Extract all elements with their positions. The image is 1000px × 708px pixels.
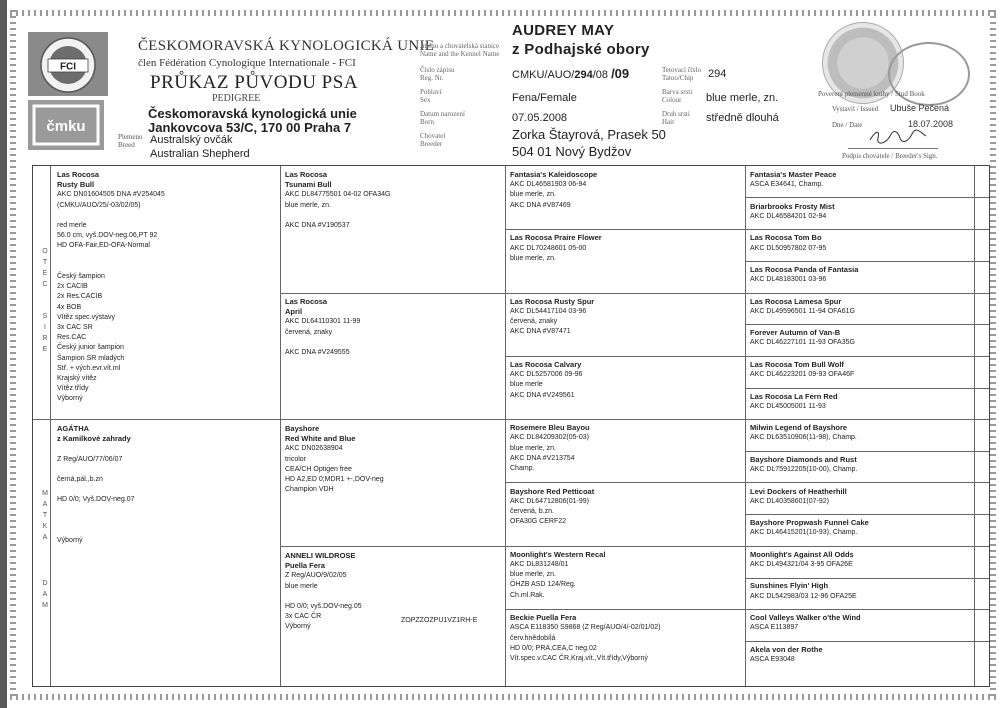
info-line: blue merle, zn.	[510, 571, 556, 579]
info-line: (CMKU/AUO/25/-03/02/05)	[57, 201, 141, 209]
info-line: 4x BOB	[57, 303, 82, 311]
info-line: ASCA E118350 S9868 (Z Reg/AUO/4/-02/01/02)	[510, 624, 661, 632]
info-line: AKC DL46581903 06-94	[510, 181, 587, 189]
info-line	[57, 506, 135, 516]
dog-name-line: Red White and Blue	[285, 434, 356, 444]
info-line: černá,pál.,b.zn	[57, 476, 103, 484]
gen4-cell	[750, 328, 855, 348]
born-label: Datum narození Born	[420, 110, 465, 126]
info-line: CEA/CH Optigen free	[285, 465, 352, 473]
info-line	[57, 465, 135, 475]
info-line: AKC DL45005001 11-93	[750, 402, 826, 410]
gen3-cell	[510, 297, 594, 338]
side-letter: M	[42, 490, 48, 497]
sire-sire-cell	[285, 170, 390, 231]
info-line: 2x CACIB	[57, 283, 88, 291]
info-line: blue merle, zn.	[510, 444, 556, 452]
dog-name-line: Las Rocosa Calvary	[510, 359, 582, 369]
dog-name-line: Bayshore Diamonds and Rust	[750, 454, 857, 464]
info-line: AKC DL46227101 11-93 OFA35G	[750, 339, 855, 347]
info-line: Res.CAC	[57, 334, 87, 342]
dog-name-line: Moonlight's Against All Odds	[750, 549, 854, 559]
gen4-cell	[750, 455, 857, 475]
dog-name-line: Rusty Bull	[57, 180, 95, 190]
side-letter: O	[42, 248, 48, 255]
info-line: AKC DL40358601(07-92)	[750, 497, 829, 505]
dog-name-line: Las Rocosa	[285, 170, 328, 179]
dam-dam-cell	[285, 551, 362, 633]
info-line: AKC DL84209302(05-03)	[510, 434, 589, 442]
born-value: 07.05.2008	[512, 112, 568, 124]
reg-label: Číslo zápisu Reg. Nr.	[420, 66, 455, 82]
doc-title: PRŮKAZ PŮVODU PSA	[150, 72, 359, 93]
gen4-cell	[750, 518, 869, 538]
info-line: blue merle, zn.	[510, 191, 556, 199]
side-label-matka	[41, 488, 49, 543]
side-letter: K	[42, 523, 48, 530]
info-line: ZZO	[415, 617, 430, 624]
info-line	[57, 516, 135, 526]
dog-name-line: Tsunami Bull	[285, 180, 332, 190]
side-letter: E	[42, 270, 48, 277]
info-line: AKC DL64110301 11-99	[285, 318, 361, 326]
sire-cell	[57, 170, 165, 405]
gen3-cell	[510, 170, 597, 211]
info-line: Z Reg/AUO/77/06/07	[57, 455, 123, 463]
dog-name-line: Bayshore Red Petticoat	[510, 486, 595, 496]
name-label: Jméno a chovatelská stanice Name and the Kennel Name	[420, 42, 500, 58]
info-line: ZOP	[401, 617, 416, 624]
info-line: HD A2,ED 0;MDR1 +-,DOV-neg	[285, 476, 384, 484]
info-line: 3x CAC SR	[57, 324, 93, 332]
info-line: Champ.	[510, 465, 535, 472]
info-line	[57, 211, 165, 221]
info-line: Výborný	[57, 395, 83, 403]
dog-name-line: Briarbrooks Frosty Mist	[750, 201, 835, 211]
side-letter: C	[42, 281, 48, 288]
info-line: AKC DNA #V213754	[510, 454, 575, 462]
info-line: blue merle, zn.	[510, 254, 556, 262]
gen4-cell	[750, 265, 858, 285]
info-line: tricolor	[285, 455, 307, 463]
sire-dam-cell	[285, 297, 360, 358]
info-line: AKC DL5257006 09-96	[510, 371, 583, 379]
decorative-border-bottom	[10, 694, 996, 700]
signature-line	[848, 148, 938, 149]
info-line: blue merle	[510, 381, 543, 389]
info-line	[285, 338, 360, 348]
info-line: HD 0/0; vyš.DOV-neg.05	[285, 603, 362, 611]
gen4-cell	[750, 202, 835, 222]
info-line: Vít.spec.v.CAC ČR,Kraj.vít.,Vít.třídy,Výborný	[510, 654, 648, 662]
gen4-cell	[750, 392, 838, 412]
info-line: AKC DL494321/04 3-95 OFA26E	[750, 561, 853, 568]
info-line: 3x CAC ČR	[285, 613, 322, 621]
colour-label: Barva srsti Colour	[662, 88, 693, 104]
info-line: 2x Res.CACIB	[57, 293, 103, 301]
side-letter: A	[42, 501, 48, 508]
side-letter: T	[42, 512, 48, 519]
info-line: 56.0 cm, vyš.DOV-neg.06,PT 92	[57, 232, 158, 240]
info-line: Výborný	[285, 623, 311, 631]
info-line	[57, 252, 165, 262]
gen3-cell	[510, 233, 602, 264]
dog-name-line: ANNELI WILDROSE	[285, 551, 356, 560]
pedigree-table	[32, 165, 990, 687]
info-line: VZ1	[447, 617, 461, 624]
info-line: Stř. + vých.evr.vít.ml	[57, 364, 121, 372]
info-line: AKC DL75912205(10-00), Champ.	[750, 466, 858, 474]
side-letter: D	[42, 580, 48, 587]
dog-name-line: Las Rocosa Tom Bull Wolf	[750, 359, 844, 369]
gen4-cell	[750, 297, 855, 317]
breed-en: Australian Shepherd	[150, 148, 250, 160]
info-line: AKC DL46415201(10-93), Champ.	[750, 529, 858, 537]
dam-dam-titles	[401, 616, 477, 627]
fci-logo	[28, 32, 108, 96]
gen4-cell	[750, 581, 857, 601]
info-line: blue merle, zn.	[285, 201, 331, 209]
info-line: HD 0/0; Vyš.DOV-neg.07	[57, 496, 135, 504]
info-line: AKC DNA #V249561	[510, 391, 575, 399]
side-label-dam	[41, 578, 49, 611]
info-line: červ.hnědobílá	[510, 634, 556, 642]
gen4-cell	[750, 360, 854, 380]
info-line: ASCA E93048	[750, 655, 795, 663]
info-line: AKC DL84775501 04-02 OFA34G	[285, 191, 391, 199]
dog-name-line: Fantasia's Kaleidoscope	[510, 170, 598, 179]
info-line: HD 0/0; PRA,CEA,C neg.02	[510, 644, 597, 652]
dog-name-line: Rosemere Bleu Bayou	[510, 423, 590, 433]
gen3-cell	[510, 360, 582, 401]
side-letter: T	[42, 259, 48, 266]
info-line: AKC DL54417104 03-96	[510, 307, 587, 315]
breed-label: Plemeno Breed	[118, 133, 143, 149]
dog-name-line: Milwin Legend of Bayshore	[750, 423, 848, 433]
dog-name-line: Las Rocosa Lamesa Spur	[750, 296, 842, 306]
info-line: blue merle	[285, 582, 318, 590]
hair-label: Druh srsti Hair	[662, 110, 690, 126]
info-line: HD OFA-Fair,ED-OFA-Normal	[57, 242, 150, 250]
info-line: AKC DL542983/03 12-96 OFA25E	[750, 592, 857, 600]
info-line: Šampion SR mladých	[57, 354, 125, 362]
dog-name-line: April	[285, 307, 303, 317]
info-line: AKC DL46584201 02-94	[750, 212, 827, 220]
info-line: AKC DL48183001 03-96	[750, 276, 827, 284]
info-line: AKC DL49596501 11-94 OFA61G	[750, 307, 855, 315]
info-line: AKC DN01604505 DNA #V254045	[57, 191, 165, 199]
info-line: red merle	[57, 222, 87, 230]
issued-label: Vystavil / Issued	[832, 105, 879, 113]
sex-value: Fena/Female	[512, 92, 577, 104]
info-line	[57, 444, 135, 454]
cmku-logo-text: čmku	[46, 118, 86, 135]
doc-subtitle: PEDIGREE	[212, 93, 261, 104]
dog-name: AUDREY MAY	[512, 22, 615, 39]
dog-name-line: Puella Fera	[285, 561, 326, 571]
info-line	[285, 211, 390, 221]
info-line: Výborný	[57, 537, 83, 545]
date-label: Dne / Date	[832, 121, 863, 129]
scan-edge	[0, 0, 7, 708]
info-line: AKC DL63510906(11-98), Champ.	[750, 434, 857, 442]
info-line: Z Reg/AUO/9/02/05	[285, 572, 347, 580]
side-letter: E	[42, 346, 48, 353]
gen4-cell	[750, 233, 826, 253]
stud-book-label: Povereni plemenné knihy / Stud Book	[818, 90, 925, 98]
breeder-label: Chovatel Breeder	[420, 132, 446, 148]
gen4-cell	[750, 423, 857, 443]
dog-name-line: Las Rocosa	[57, 170, 100, 179]
info-line: AKC DN02638904	[285, 445, 343, 453]
tattoo-value: 294	[708, 68, 727, 80]
breed-cz: Australský ovčák	[150, 134, 233, 146]
info-line: AKC DL50957802 07-95	[750, 244, 827, 252]
info-line: OFA30G CERF22	[510, 518, 567, 526]
colour-value: blue merle, zn.	[706, 92, 779, 104]
dog-name-line: z Kamilkové zahrady	[57, 434, 131, 444]
dog-name-line: Las Rocosa Tom Bo	[750, 233, 822, 243]
breeder-line1: Zorka Štayrová, Prasek 50	[512, 127, 666, 142]
kennel-name: z Podhajské obory	[512, 41, 650, 58]
side-letter: A	[42, 591, 48, 598]
hair-value: středně dlouhá	[706, 112, 779, 124]
info-line: ÖHZB ASD 124/Reg.	[510, 581, 576, 589]
dog-name-line: Sunshines Flyin' High	[750, 581, 829, 591]
gen3-cell	[510, 613, 660, 664]
info-line: AKC DL64712806(01-99)	[510, 497, 589, 505]
info-line: červená, znaky	[510, 318, 558, 325]
dog-name-line: Cool Valleys Walker o'the Wind	[750, 613, 861, 623]
info-line: ASCA E34641, Champ.	[750, 181, 824, 189]
tattoo-label: Tetovací číslo Tatoo/Chip	[662, 66, 701, 82]
gen3-cell	[510, 487, 594, 528]
info-line: Český junior šampion	[57, 344, 124, 352]
side-label-sire	[41, 311, 49, 355]
fci-logo-text: FCI	[59, 61, 77, 73]
gen4-cell	[750, 550, 854, 570]
dog-name-line: Akela von der Rothe	[750, 644, 823, 654]
sex-label: Pohlaví Sex	[420, 88, 442, 104]
side-letter: I	[44, 324, 46, 331]
info-line: AKC DNA #V87469	[510, 201, 571, 209]
address-line2: Jankovcova 53/C, 170 00 Praha 7	[148, 120, 352, 135]
dog-name-line: Bayshore Propwash Funnel Cake	[750, 518, 869, 528]
org-name: ČESKOMORAVSKÁ KYNOLOGICKÁ UNIE	[138, 38, 435, 54]
side-label-otec	[41, 246, 49, 290]
dog-name-line: Las Rocosa La Fern Red	[750, 391, 838, 401]
info-line: AKC DL70248601 05-00	[510, 244, 587, 252]
issued-value: Ubuše Pečená	[890, 103, 950, 113]
date-value: 18.07.2008	[908, 119, 954, 129]
info-line: červená, b.zn.	[510, 507, 554, 515]
address-line1: Českomoravská kynologická unie	[148, 106, 357, 121]
cmku-logo	[28, 100, 104, 150]
info-line: Vítěz třídy	[57, 385, 89, 393]
info-line: RH-E	[460, 617, 478, 624]
info-line: ASCA E113897	[750, 624, 799, 632]
info-line: AKC DL831248/01	[510, 561, 569, 568]
reg-number: CMKU/AUO/294/08 /09	[512, 66, 630, 81]
org-membership: člen Fédération Cynologique Internationale - FCI	[138, 57, 356, 69]
dog-name-line: Beckie Puella Fera	[510, 613, 577, 623]
dog-name-line: Las Rocosa Praire Flower	[510, 233, 602, 243]
gen3-cell	[510, 550, 605, 601]
info-line: Vítěz spec.výstavy	[57, 313, 115, 321]
info-line: Champion VDH	[285, 486, 334, 494]
dog-name-line: Forever Autumn of Van-B	[750, 328, 841, 338]
info-line	[57, 485, 135, 495]
decorative-border-top	[10, 10, 996, 16]
info-line	[285, 592, 362, 602]
dog-name-line: Las Rocosa	[285, 297, 328, 306]
breeder-line2: 504 01 Nový Bydžov	[512, 144, 632, 159]
side-letter: S	[42, 313, 48, 320]
dam-sire-cell	[285, 424, 384, 495]
dog-name-line: AGÁTHA	[57, 424, 90, 433]
dog-name-line: Moonlight's Western Recal	[510, 549, 606, 559]
info-line: AKC DL46223201 09-93 OFA46F	[750, 371, 855, 379]
info-line: AKC DNA #V190537	[285, 222, 350, 230]
info-line	[57, 526, 135, 536]
dog-name-line: Las Rocosa Panda of Fantasia	[750, 264, 859, 274]
info-line: červená, znaky	[285, 328, 333, 336]
side-letter: A	[42, 534, 48, 541]
side-letter: R	[42, 335, 48, 342]
signature-label: Podpis chovatele / Breeder's Sign.	[842, 152, 938, 160]
dog-name-line: Bayshore	[285, 424, 320, 433]
dam-cell	[57, 424, 135, 546]
side-letter: M	[42, 602, 48, 609]
dog-name-line: Las Rocosa Rusty Spur	[510, 296, 595, 306]
info-line	[57, 262, 165, 272]
info-line: ZPU1	[429, 617, 448, 624]
info-line: AKC DNA #V87471	[510, 328, 571, 336]
info-line: Český šampion	[57, 273, 105, 281]
gen4-cell	[750, 170, 836, 190]
dog-name-line: Levi Dockers of Heatherhill	[750, 486, 847, 496]
info-line: Ch.ml.Rak.	[510, 591, 545, 599]
breeder-signature	[868, 128, 928, 146]
info-line: AKC DNA #V249555	[285, 349, 350, 357]
info-line: Krajský vítěz	[57, 375, 97, 383]
gen4-cell	[750, 613, 861, 633]
decorative-border-left	[10, 10, 16, 700]
dog-name-line: Fantasia's Master Peace	[750, 170, 837, 179]
decorative-border-right	[990, 10, 996, 700]
gen3-cell	[510, 423, 590, 474]
gen4-cell	[750, 487, 847, 507]
gen4-cell	[750, 645, 823, 665]
